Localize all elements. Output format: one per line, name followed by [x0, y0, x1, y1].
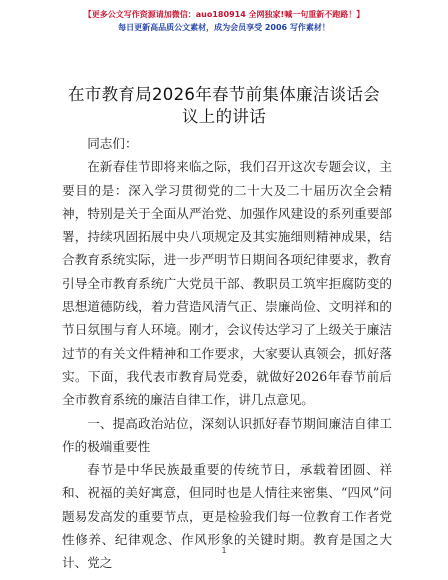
section-heading-1: 一、提高政治站位，深刻认识抓好春节期间廉洁自律工作的极端重要性 [62, 415, 392, 454]
promo-banner-line-1: 【更多公文写作资源请加微信：auo180914 全网独家!喊一句重新不跑路！】 [83, 10, 365, 19]
document-title: 在市教育局2026年春节前集体廉洁谈话会议上的讲话 [68, 85, 380, 126]
salutation: 同志们： [87, 136, 138, 151]
document-body [62, 132, 392, 575]
promo-banner-line-2: 每日更新高品质公文素材，成为会员享受 2006 写作素材！ [118, 23, 330, 32]
promo-banner [0, 8, 448, 34]
body-paragraph-intro: 在新春佳节即将来临之际，我们召开这次专题会议，主要目的是：深入学习贯彻党的二十大及二十届历次全会精神，特别是关于全面从严治党、加强作风建设的系列重要部署，持续巩固拓展中央八项规定及其实施细则精神成果，结合教育系统实际，进一步严明节日期间各项纪律要求，教育引导全市教育系统广大党员干部、教职员工筑牢拒腐防变的思想道德防线，着力营造风清气正、崇廉尚俭、文明祥和的节日氛围与育人环境。刚才，会议传达学习了上级关于廉洁过节的有关文件精神和工作要求，大家要认真领会，抓好落实。下面，我代表市教育局党委，就做好2026年春节前后全市教育系统的廉洁自律工作，讲几点意见。 [62, 159, 392, 408]
body-paragraph-1: 春节是中华民族最重要的传统节日，承载着团圆、祥和、祝福的美好寓意，但同时也是人情往来密集、“四风”问题易发高发的重要节点，更是检验我们每一位教育工作者党性修养、纪律观念、作风形象的关键时期。教育是国之大计、党之 [62, 462, 392, 571]
page-number: 1 [221, 546, 227, 555]
